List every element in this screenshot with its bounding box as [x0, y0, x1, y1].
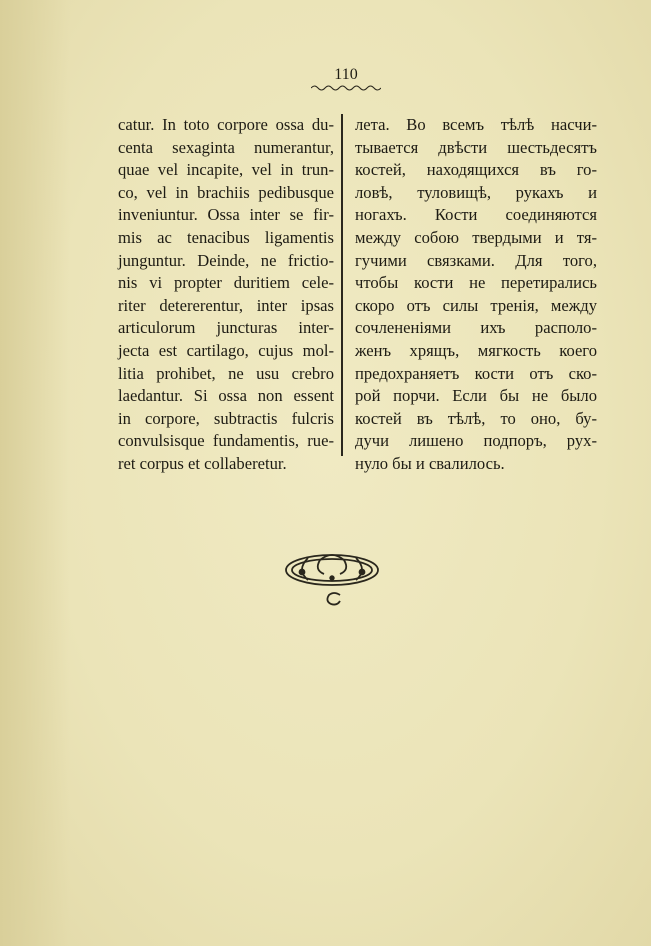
russian-text-line: сочлененіями ихъ располо-	[355, 318, 597, 338]
russian-text-line: дучи лишено подпоръ, рух-	[355, 431, 597, 451]
column-divider	[341, 114, 343, 456]
latin-text-line: riter detererentur, inter ipsas	[118, 295, 334, 315]
russian-text-line: тывается двѣсти шестьдесятъ	[355, 137, 597, 157]
russian-text-line: скоро отъ силы тренія, между	[355, 295, 597, 315]
latin-text-line: quae vel incapite, vel in trun-	[118, 160, 334, 180]
russian-text-line: нуло бы и свалилось.	[355, 453, 505, 473]
tailpiece-ornament	[280, 548, 384, 614]
latin-text-line: litia prohibet, ne usu crebro	[118, 363, 334, 383]
latin-text-line: inveniuntur. Ossa inter se fir-	[118, 205, 334, 225]
russian-column	[355, 114, 597, 476]
russian-text-line: костей въ тѣлѣ, то оно, бу-	[355, 408, 597, 428]
latin-text-line: co, vel in brachiis pedibusque	[118, 182, 334, 202]
wavy-rule-ornament	[311, 84, 381, 92]
russian-text-line: ногахъ. Кости соединяются	[355, 205, 597, 225]
russian-text-line: лета. Во всемъ тѣлѣ насчи-	[355, 115, 597, 134]
latin-column	[118, 114, 334, 476]
latin-text-line: centa sexaginta numerantur,	[118, 137, 334, 157]
latin-text-line: mis ac tenacibus ligamentis	[118, 227, 334, 247]
latin-text-line: laedantur. Si ossa non essent	[118, 386, 334, 406]
russian-text-line: гучими связками. Для того,	[355, 250, 597, 270]
russian-text-line: костей, находящихся въ го-	[355, 160, 597, 180]
russian-text-line: между собою твердыми и тя-	[355, 227, 597, 247]
latin-text-line: in corpore, subtractis fulcris	[118, 408, 334, 428]
russian-text-line: предохраняетъ кости отъ ско-	[355, 363, 597, 383]
russian-text-line: женъ хрящъ, мягкость коего	[355, 340, 597, 360]
latin-text-line: junguntur. Deinde, ne frictio-	[118, 250, 334, 270]
latin-text-line: convulsisque fundamentis, rue-	[118, 431, 334, 451]
page-number: 110	[334, 66, 358, 83]
latin-text-line: ret corpus et collaberetur.	[118, 453, 287, 473]
page-gutter-shadow	[0, 0, 70, 946]
latin-text-line: jecta est cartilago, cujus mol-	[118, 340, 334, 360]
russian-text-line: ловѣ, туловищѣ, рукахъ и	[355, 182, 597, 202]
russian-text-line: рой порчи. Если бы не было	[355, 386, 597, 406]
latin-text-line: nis vi propter duritiem cele-	[118, 273, 334, 293]
latin-text-line: articulorum juncturas inter-	[118, 318, 334, 338]
russian-text-line: чтобы кости не перетирались	[355, 273, 597, 293]
latin-text-line: catur. In toto corpore ossa du-	[118, 115, 334, 134]
